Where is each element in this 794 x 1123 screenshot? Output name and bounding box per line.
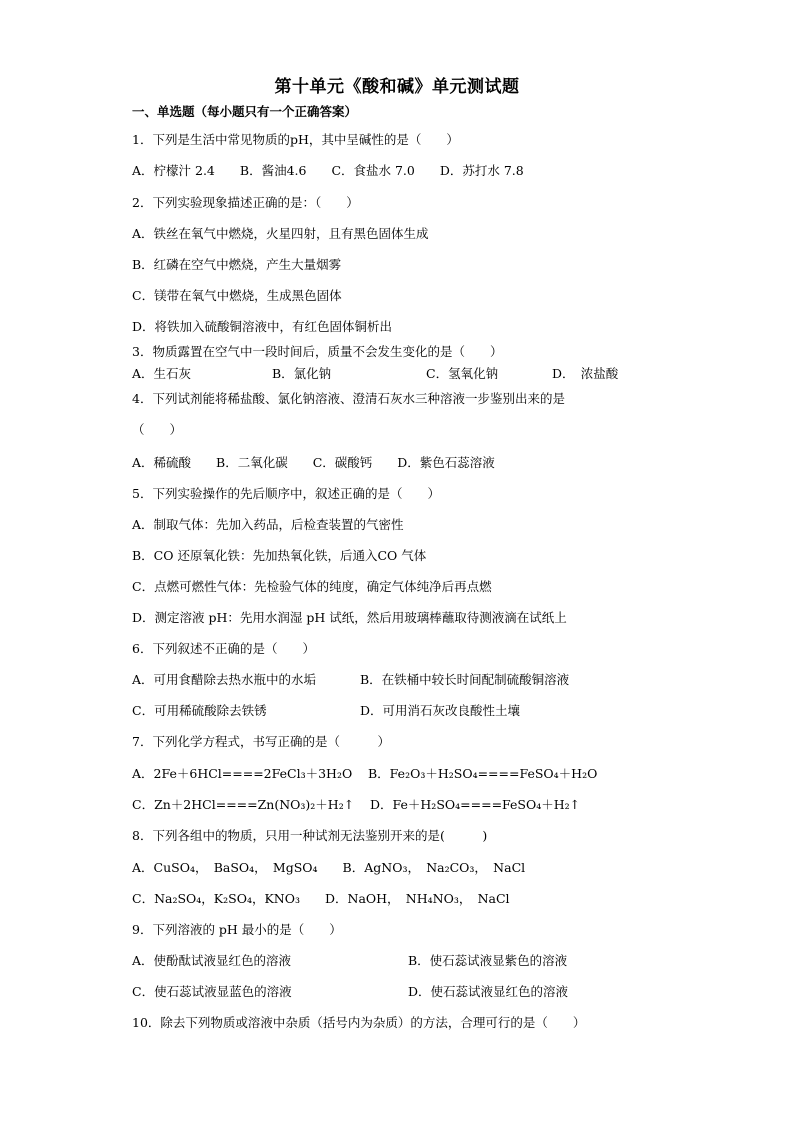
- question-3-option-d: D． 浓盐酸: [552, 366, 619, 381]
- question-5-option-b: B．CO 还原氧化铁：先加热氧化铁，后通入CO 气体: [132, 548, 427, 563]
- question-8-options-ab: A．CuSO₄， BaSO₄， MgSO₄ B．AgNO₃， Na₂CO₃， NaCl: [132, 860, 526, 875]
- question-4-options: A．稀硫酸 B．二氧化碳 C．碳酸钙 D．紫色石蕊溶液: [132, 455, 495, 470]
- question-3-option-a: A．生石灰: [132, 366, 192, 381]
- question-4-stem: 4．下列试剂能将稀盐酸、氯化钠溶液、澄清石灰水三种溶液一步鉴别出来的是: [132, 391, 565, 406]
- question-8-stem: 8．下列各组中的物质，只用一种试剂无法鉴别开来的是( ): [132, 828, 488, 843]
- question-8-options-cd: C．Na₂SO₄，K₂SO₄，KNO₃ D．NaOH， NH₄NO₃， NaCl: [132, 891, 510, 906]
- question-3-option-c: C．氢氧化钠: [426, 366, 499, 381]
- question-7-option-c: C．Zn＋2HCl====Zn(NO₃)₂＋H₂↑: [132, 797, 355, 812]
- section-heading: 一、单选题（每小题只有一个正确答案）: [132, 104, 358, 119]
- question-6-stem: 6．下列叙述不正确的是（ ）: [132, 641, 315, 656]
- question-4-paren: （ ）: [132, 422, 183, 437]
- question-7-stem: 7．下列化学方程式，书写正确的是（ ）: [132, 734, 390, 749]
- question-9-option-c: C．使石蕊试液显蓝色的溶液: [132, 984, 292, 999]
- question-1-options: A．柠檬汁 2.4 B．酱油4.6 C．食盐水 7.0 D．苏打水 7.8: [132, 163, 524, 178]
- question-2-option-c: C．镁带在氧气中燃烧，生成黑色固体: [132, 288, 342, 303]
- question-5-option-a: A．制取气体：先加入药品，后检查装置的气密性: [132, 517, 404, 532]
- question-6-option-b: B．在铁桶中较长时间配制硫酸铜溶液: [360, 672, 570, 687]
- question-7-option-d: D．Fe＋H₂SO₄====FeSO₄＋H₂↑: [370, 797, 581, 812]
- question-9-option-a: A．使酚酞试液显红色的溶液: [132, 953, 292, 968]
- question-9-stem: 9．下列溶液的 pH 最小的是（ ）: [132, 922, 342, 937]
- question-2-option-b: B．红磷在空气中燃烧，产生大量烟雾: [132, 257, 342, 272]
- question-9-option-b: B．使石蕊试液显紫色的溶液: [408, 953, 568, 968]
- question-6-option-d: D．可用消石灰改良酸性土壤: [360, 703, 521, 718]
- question-5-option-d: D．测定溶液 pH：先用水润湿 pH 试纸，然后用玻璃棒蘸取待测液滴在试纸上: [132, 610, 567, 625]
- question-5-stem: 5．下列实验操作的先后顺序中，叙述正确的是（ ）: [132, 486, 440, 501]
- question-9-option-d: D．使石蕊试液显红色的溶液: [408, 984, 569, 999]
- question-6-option-a: A．可用食醋除去热水瓶中的水垢: [132, 672, 317, 687]
- exam-title: 第十单元《酸和碱》单元测试题: [274, 77, 520, 97]
- question-7-option-a: A．2Fe＋6HCl====2FeCl₃＋3H₂O: [132, 766, 353, 781]
- question-2-option-a: A．铁丝在氧气中燃烧，火星四射，且有黑色固体生成: [132, 226, 429, 241]
- question-1-stem: 1．下列是生活中常见物质的pH，其中呈碱性的是（ ）: [132, 132, 459, 147]
- question-6-option-c: C．可用稀硫酸除去铁锈: [132, 703, 267, 718]
- question-3-stem: 3．物质露置在空气中一段时间后，质量不会发生变化的是（ ）: [132, 344, 503, 359]
- question-5-option-c: C．点燃可燃性气体：先检验气体的纯度，确定气体纯净后再点燃: [132, 579, 492, 594]
- question-2-option-d: D．将铁加入硫酸铜溶液中，有红色固体铜析出: [132, 319, 393, 334]
- question-10-stem: 10．除去下列物质或溶液中杂质（括号内为杂质）的方法，合理可行的是（ ）: [132, 1015, 586, 1030]
- question-7-option-b: B．Fe₂O₃＋H₂SO₄====FeSO₄＋H₂O: [368, 766, 598, 781]
- question-2-stem: 2．下列实验现象描述正确的是：（ ）: [132, 195, 359, 210]
- question-3-option-b: B．氯化钠: [272, 366, 332, 381]
